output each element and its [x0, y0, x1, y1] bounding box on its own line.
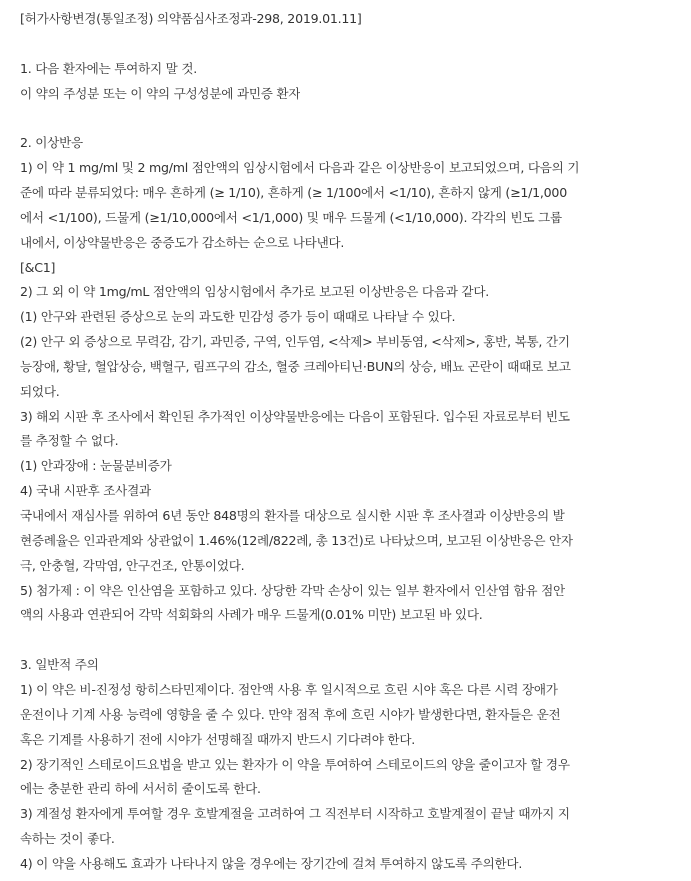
body-text-line: 1) 이 약 1 mg/ml 및 2 mg/ml 점안액의 임상시험에서 다음과 같은 이상반응이 보고되었으며, 다음의 기: [20, 160, 580, 176]
body-text-line: 5) 첨가제 : 이 약은 인산염을 포함하고 있다. 상당한 각막 손상이 있는 일부 환자에서 인산염 함유 점안: [20, 582, 565, 598]
section-title: 2. 이상반응: [20, 135, 83, 151]
body-text-line: 1) 이 약은 비-진정성 항히스타민제이다. 점안액 사용 후 일시적으로 흐린 시야 혹은 다른 시력 장애가: [20, 681, 558, 697]
body-text-line: 2) 그 외 이 약 1mg/mL 점안액의 임상시험에서 추가로 보고된 이상반응은 다음과 같다.: [20, 284, 489, 300]
body-text-line: 4) 국내 시판후 조사결과: [20, 483, 151, 499]
body-text-line: (1) 안과장애 : 눈물분비증가: [20, 458, 172, 474]
body-text-line: 준에 따라 분류되었다: 매우 흔하게 (≥ 1/10), 흔하게 (≥ 1/100에서 <1/10), 흔하지 않게 (≥1/1,000: [20, 184, 567, 200]
body-text-line: (2) 안구 외 증상으로 무력감, 감기, 과민증, 구역, 인두염, <삭제> 부비동염, <삭제>, 홍반, 복통, 간기: [20, 334, 570, 350]
body-text-line: 혹은 기계를 사용하기 전에 시야가 선명해질 때까지 반드시 기다려야 한다.: [20, 731, 415, 747]
body-text-line: 극, 안충혈, 각막염, 안구건조, 안통이었다.: [20, 557, 245, 573]
body-text-line: 운전이나 기계 사용 능력에 영향을 줄 수 있다. 만약 점적 후에 흐린 시야가 발생한다면, 환자들은 운전: [20, 706, 561, 722]
body-text-line: 되었다.: [20, 383, 60, 399]
body-text-line: 에는 충분한 관리 하에 서서히 줄이도록 한다.: [20, 781, 261, 797]
section-title: 3. 일반적 주의: [20, 657, 99, 673]
body-text-line: 2) 장기적인 스테로이드요법을 받고 있는 환자가 이 약을 투여하여 스테로이드의 양을 줄이고자 할 경우: [20, 756, 570, 772]
body-text-line: 3) 계절성 환자에게 투여할 경우 호발계절을 고려하여 그 직전부터 시작하고 호발계절이 끝날 때까지 지: [20, 806, 570, 822]
body-text-line: 속하는 것이 좋다.: [20, 831, 115, 847]
body-text-line: 국내에서 재심사를 위하여 6년 동안 848명의 환자를 대상으로 실시한 시판 후 조사결과 이상반응의 발: [20, 508, 565, 523]
section-title: 1. 다음 환자에는 투여하지 말 것.: [20, 60, 198, 76]
body-text-line: 내에서, 이상약물반응은 중증도가 감소하는 순으로 나타낸다.: [20, 234, 345, 250]
body-text-line: 현증례율은 인과관계와 상관없이 1.46%(12례/822례, 총 13건)로 나타났으며, 보고된 이상반응은 안자: [20, 532, 573, 548]
document-header: [허가사항변경(통일조정) 의약품심사조정과-298, 2019.01.11]: [20, 11, 362, 26]
body-text-line: 액의 사용과 연관되어 각막 석회화의 사례가 매우 드물게(0.01% 미만) 보고된 바 있다.: [20, 607, 483, 623]
body-text-line: 에서 <1/100), 드물게 (≥1/10,000에서 <1/1,000) 및 매우 드물게 (<1/10,000). 각각의 빈도 그룹: [20, 209, 562, 225]
body-text-line: [&C1]: [20, 259, 56, 275]
body-text-line: (1) 안구와 관련된 증상으로 눈의 과도한 민감성 증가 등이 때때로 나타날 수 있다.: [20, 309, 456, 325]
body-text-line: 4) 이 약을 사용해도 효과가 나타나지 않을 경우에는 장기간에 걸쳐 투여하지 않도록 주의한다.: [20, 855, 523, 871]
body-text-line: 능장애, 황달, 혈압상승, 백혈구, 림프구의 감소, 혈중 크레아티닌·BUN의 상승, 배뇨 곤란이 때때로 보고: [20, 358, 571, 374]
body-text-line: 이 약의 주성분 또는 이 약의 구성성분에 과민증 환자: [20, 85, 301, 101]
body-text-line: 를 추정할 수 없다.: [20, 433, 119, 449]
body-text-line: 3) 해외 시판 후 조사에서 확인된 추가적인 이상약물반응에는 다음이 포함된다. 입수된 자료로부터 빈도: [20, 408, 570, 424]
